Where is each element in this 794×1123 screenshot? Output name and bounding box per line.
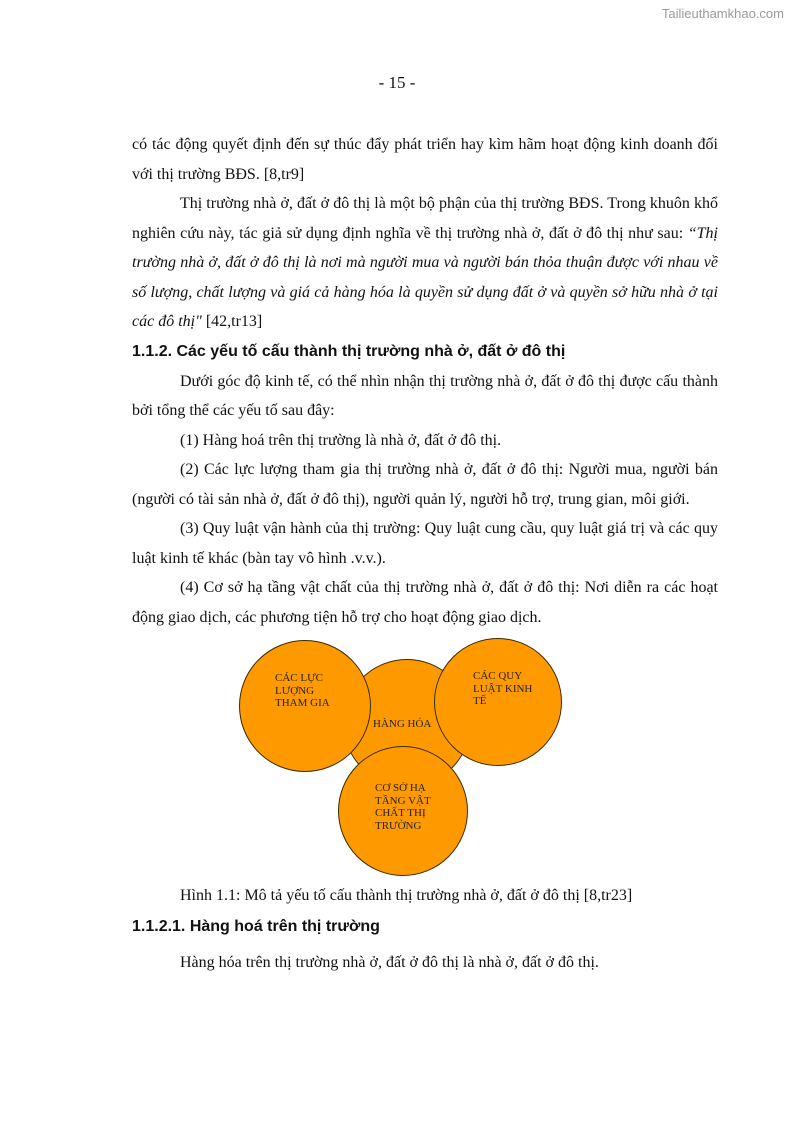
section-heading: 1.1.2. Các yếu tố cấu thành thị trường nhà ở, đất ở đô thị xyxy=(132,342,566,360)
label-goods: HÀNG HÓA xyxy=(373,718,432,730)
page-content xyxy=(132,130,718,978)
label-laws: CÁC QUY LUẬT KINH TẾ xyxy=(473,670,533,707)
citation: [42,tr13] xyxy=(201,313,263,330)
paragraph: Hàng hóa trên thị trường nhà ở, đất ở đô thị là nhà ở, đất ở đô thị. xyxy=(180,954,599,971)
definition-quote: “Thị trường nhà ở, đất ở đô thị là nơi mà người mua và người bán thỏa thuận được với nhau về số lượng, chất lượng và giá cả hàng hóa là quyền sử dụng đất ở và quyền sở hữu nhà ở tại các đô thị" xyxy=(132,224,718,330)
list-item: (3) Quy luật vận hành của thị trường: Quy luật cung cầu, quy luật giá trị và các quy luật kinh tế khác (bàn tay vô hình .v.v.). xyxy=(132,520,718,567)
list-item: (1) Hàng hoá trên thị trường là nhà ở, đất ở đô thị. xyxy=(180,431,502,449)
list-item: (2) Các lực lượng tham gia thị trường nhà ở, đất ở đô thị: Người mua, người bán (người có tài sản nhà ở, đất ở đô thị), người quản lý, người hỗ trợ, trung gian, môi giới. xyxy=(132,461,718,508)
subsection-heading: 1.1.2.1. Hàng hoá trên thị trường xyxy=(132,918,380,935)
page-number: - 15 - xyxy=(378,73,416,92)
label-infrastructure: CƠ SỞ HẠ TẦNG VẬT CHẤT THỊ TRƯỜNG xyxy=(375,782,431,832)
watermark: Tailieuthamkhao.com xyxy=(661,6,784,21)
list-item: (4) Cơ sở hạ tầng vật chất của thị trường nhà ở, đất ở đô thị: Nơi diễn ra các hoạt động giao dịch, các phương tiện hỗ trợ cho hoạt động giao dịch. xyxy=(132,579,718,626)
components-diagram xyxy=(132,640,718,878)
definition-paragraph xyxy=(132,189,718,337)
label-forces: CÁC LỰC LƯỢNG THAM GIA xyxy=(275,672,330,709)
figure-caption: Hình 1.1: Mô tả yếu tố cấu thành thị trường nhà ở, đất ở đô thị [8,tr23] xyxy=(180,887,633,904)
definition-lead: Thị trường nhà ở, đất ở đô thị là một bộ phận của thị trường BĐS. Trong khuôn khổ nghiên cứu này, tác giả sử dụng định nghĩa về thị trường nhà ở, đất ở đô thị như sau: xyxy=(132,195,718,242)
paragraph: có tác động quyết định đến sự thúc đẩy phát triển hay kìm hãm hoạt động kinh doanh đối với thị trường BĐS. [8,tr9] xyxy=(132,136,718,183)
section-intro: Dưới góc độ kinh tế, có thể nhìn nhận thị trường nhà ở, đất ở đô thị được cấu thành bởi tổng thể các yếu tố sau đây: xyxy=(132,372,718,419)
